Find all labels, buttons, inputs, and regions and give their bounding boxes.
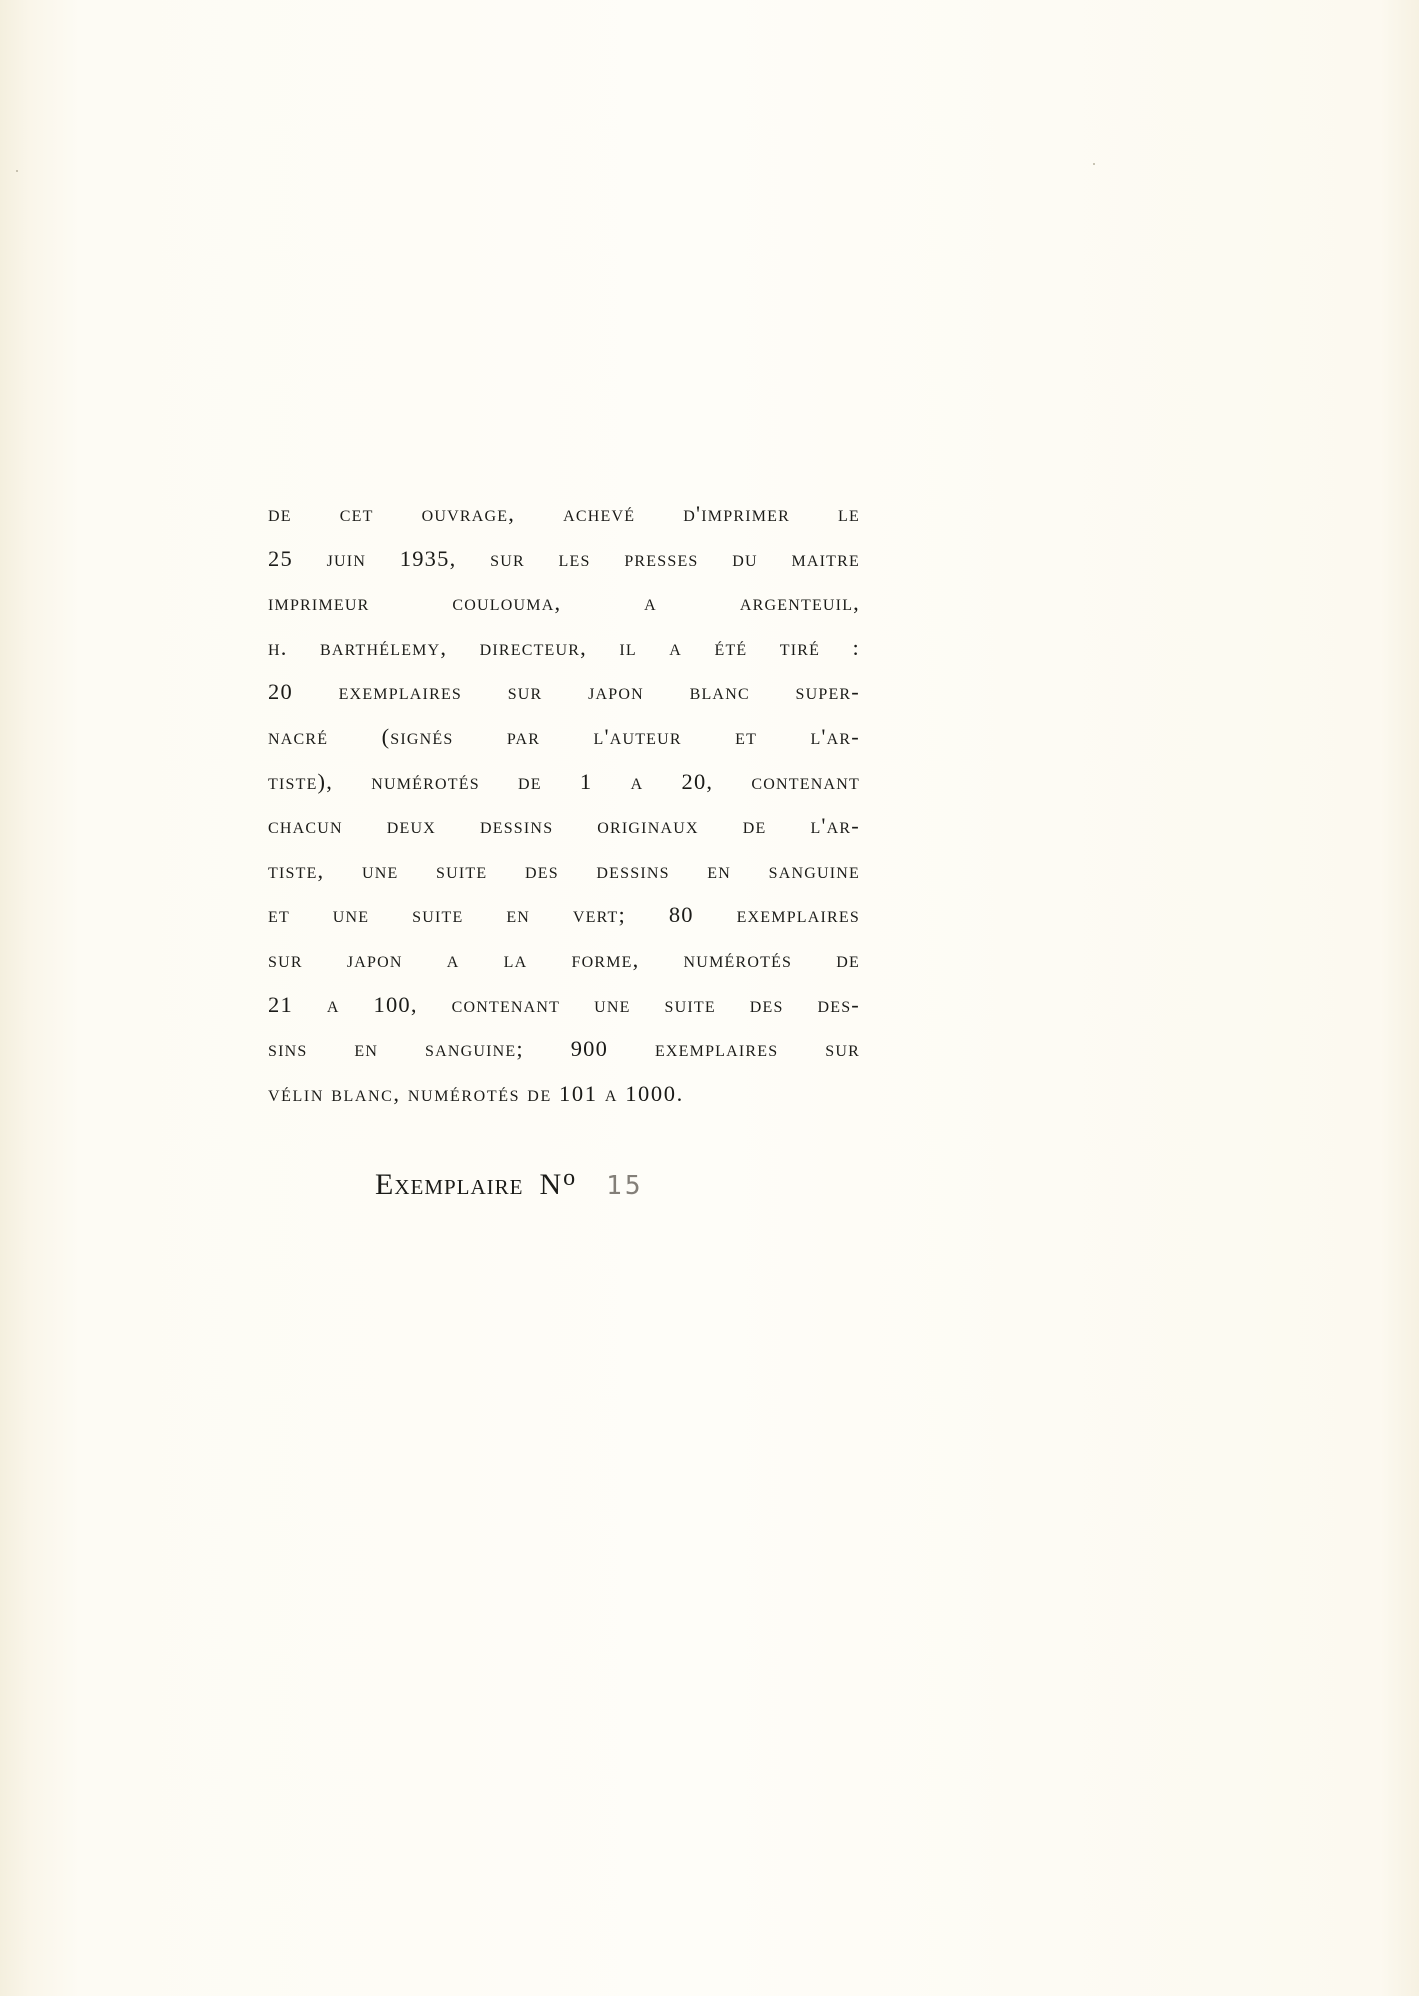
colophon-line: h. barthélemy, directeur, il a été tiré :	[268, 634, 860, 660]
colophon-line: de cet ouvrage, achevé d'imprimer le	[268, 501, 860, 526]
copy-no-superscript: o	[563, 1165, 577, 1191]
colophon-line: sins en sanguine; 900 exemplaires sur	[268, 1036, 860, 1062]
colophon-line: tiste, une suite des dessins en sanguine	[268, 857, 860, 883]
copy-label: Exemplaire	[375, 1168, 524, 1201]
paper-speck	[16, 170, 18, 172]
colophon-text	[268, 492, 860, 1116]
paper-speck	[1093, 163, 1095, 165]
colophon-line: et une suite en vert; 80 exemplaires	[268, 902, 860, 928]
colophon-line: imprimeur coulouma, a argenteuil,	[268, 590, 860, 616]
colophon-line: tiste), numérotés de 1 a 20, contenant	[268, 768, 860, 794]
colophon-line: 21 a 100, contenant une suite des des-	[268, 991, 860, 1017]
copy-no-abbrev	[539, 1165, 577, 1201]
copy-number-line	[375, 1165, 643, 1211]
colophon-line: 25 juin 1935, sur les presses du maitre	[268, 545, 860, 571]
colophon-line: vélin blanc, numérotés de 101 a 1000.	[268, 1080, 684, 1106]
colophon-line: sur japon a la forme, numérotés de	[268, 946, 860, 972]
copy-no-letter: N	[539, 1168, 563, 1201]
colophon-line: 20 exemplaires sur japon blanc super-	[268, 679, 860, 705]
colophon-line: chacun deux dessins originaux de l'ar-	[268, 813, 860, 839]
colophon-line: nacré (signés par l'auteur et l'ar-	[268, 723, 860, 749]
copy-number-stamp: 15	[606, 1171, 644, 1201]
